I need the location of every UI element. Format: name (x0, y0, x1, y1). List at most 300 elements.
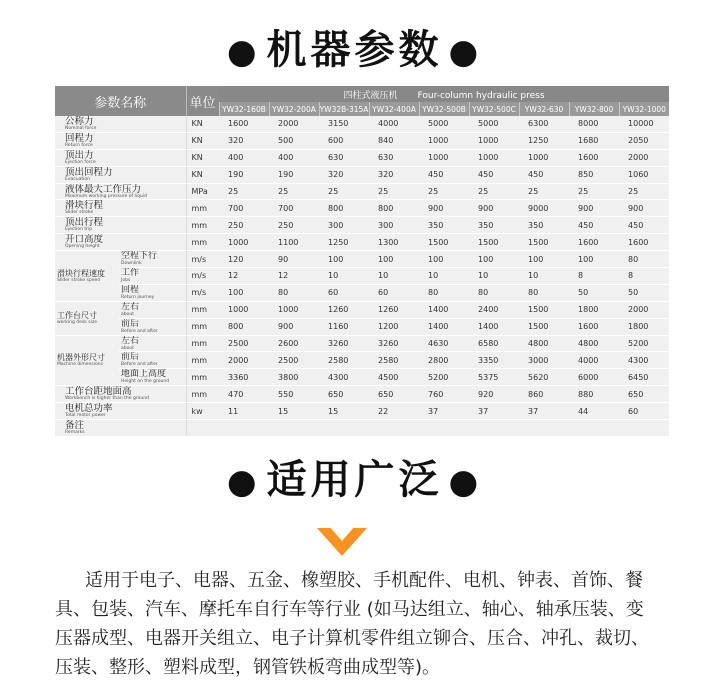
value-cell: 100 (569, 251, 619, 268)
value-cell: 320 (369, 166, 419, 183)
value-cell: 8 (569, 268, 619, 285)
unit-cell: KN (186, 116, 219, 132)
value-cell: 50 (569, 284, 619, 301)
bullet-dot-icon: ● (226, 32, 261, 72)
value-cell: 25 (369, 183, 419, 200)
param-name-cn: 开口高度 (65, 234, 104, 246)
value-cell: 37 (519, 403, 569, 420)
value-cell: 920 (469, 386, 519, 403)
param-group-cn: 工作台尺寸 (57, 311, 97, 321)
param-group-cell (55, 251, 119, 302)
param-name-cell (55, 149, 186, 166)
model-header: YW32-800 (569, 102, 619, 116)
value-cell: 2000 (219, 352, 269, 369)
value-cell: 2580 (369, 352, 419, 369)
param-sub-cell (119, 268, 186, 285)
param-name-en: Total motor power (65, 413, 106, 419)
value-cell: 1500 (469, 234, 519, 251)
value-cell: 1500 (519, 301, 569, 318)
value-cell (269, 420, 319, 437)
value-cell: 4000 (569, 352, 619, 369)
param-sub-cell (119, 352, 186, 369)
value-cell: 1500 (519, 234, 569, 251)
table-row (55, 217, 669, 234)
param-sub-en: Before and after (121, 328, 158, 334)
param-sub-cn: 空程下行 (121, 251, 158, 262)
value-cell: 2000 (619, 149, 669, 166)
param-name-cell (55, 132, 186, 149)
table-row (55, 149, 669, 166)
value-cell: 450 (519, 166, 569, 183)
value-cell: 2400 (469, 301, 519, 318)
param-group-cell (55, 335, 119, 386)
value-cell: 10 (419, 268, 469, 285)
param-name-en: Ejection force (65, 159, 96, 165)
param-sub-en: Jobs (121, 277, 131, 283)
value-cell: 1300 (369, 234, 419, 251)
value-cell: 1600 (569, 149, 619, 166)
table-row (55, 386, 669, 403)
value-cell (369, 420, 419, 437)
param-name-en: Maximum working pressure of liquid (65, 193, 147, 199)
value-cell: 2600 (269, 335, 319, 352)
value-cell: 840 (369, 132, 419, 149)
value-cell: 1000 (519, 149, 569, 166)
value-cell (419, 420, 469, 437)
table-row (55, 234, 669, 251)
param-sub-cell (119, 301, 186, 318)
param-sub-en: Return journey (121, 294, 155, 300)
model-header: YW32-500B (419, 102, 469, 116)
value-cell: 800 (319, 200, 369, 217)
value-cell: 60 (369, 284, 419, 301)
model-header: YW32B-315A (319, 102, 369, 116)
value-cell: 3260 (319, 335, 369, 352)
value-cell: 900 (469, 200, 519, 217)
value-cell: 1260 (369, 301, 419, 318)
bullet-dot-icon: ● (226, 462, 261, 502)
value-cell: 850 (569, 166, 619, 183)
value-cell: 10 (519, 268, 569, 285)
bullet-dot-icon: ● (448, 462, 483, 502)
value-cell: 1260 (319, 301, 369, 318)
value-cell: 37 (469, 403, 519, 420)
value-cell: 190 (219, 166, 269, 183)
value-cell: 80 (269, 284, 319, 301)
param-sub-cn: 前后 (121, 318, 140, 329)
value-cell: 100 (319, 251, 369, 268)
value-cell: 3260 (369, 335, 419, 352)
table-row (55, 369, 669, 386)
value-cell: 4800 (519, 335, 569, 352)
value-cell: 5200 (419, 369, 469, 386)
value-cell: 250 (269, 217, 319, 234)
value-cell: 1600 (569, 234, 619, 251)
param-name-cn: 公称力 (65, 116, 94, 127)
value-cell: 3000 (519, 352, 569, 369)
unit-cell: m/s (186, 251, 219, 268)
value-cell: 12 (219, 268, 269, 285)
unit-cell: m/s (186, 284, 219, 301)
param-name-cell (55, 116, 186, 132)
unit-cell: mm (186, 217, 219, 234)
value-cell: 4630 (419, 335, 469, 352)
value-cell: 100 (219, 284, 269, 301)
value-cell: 4800 (569, 335, 619, 352)
param-name-cn: 备注 (65, 419, 85, 431)
unit-cell: mm (186, 369, 219, 386)
unit-cell: mm (186, 200, 219, 217)
value-cell: 9000 (519, 200, 569, 217)
applications-paragraph: 适用于电子、电器、五金、橡塑胶、手机配件、电机、钟表、首饰、餐具、包装、汽车、摩托车自行车等行业 (如马达组立、轴心、轴承压装、变压器成型、电器开关组立、电子计算机零件组立铆合、压合、冲孔、裁切、压装、整形、塑料成型，钢管铁板弯曲成型等)。 (55, 570, 649, 678)
param-name-cell (55, 403, 186, 420)
value-cell: 5000 (419, 116, 469, 132)
model-header: YW32-630 (519, 102, 569, 116)
value-cell: 2000 (619, 301, 669, 318)
param-sub-en: Height on the ground (121, 379, 170, 385)
value-cell: 15 (269, 403, 319, 420)
value-cell: 1200 (369, 318, 419, 335)
unit-cell: mm (186, 318, 219, 335)
value-cell (219, 420, 269, 437)
value-cell (569, 420, 619, 437)
value-cell: 300 (369, 217, 419, 234)
value-cell: 1400 (419, 301, 469, 318)
param-name-cell (55, 183, 186, 200)
param-name-en: Opening height (65, 244, 100, 250)
table-row (55, 268, 669, 285)
param-group-cn: 机器外形尺寸 (57, 353, 105, 363)
param-sub-cell (119, 251, 186, 268)
table-row (55, 301, 669, 318)
value-cell: 5000 (469, 116, 519, 132)
value-cell: 450 (619, 217, 669, 234)
value-cell: 1800 (569, 301, 619, 318)
value-cell: 1000 (269, 301, 319, 318)
value-cell: 25 (469, 183, 519, 200)
value-cell: 2500 (269, 352, 319, 369)
value-cell: 1000 (419, 149, 469, 166)
value-cell: 630 (369, 149, 419, 166)
value-cell: 60 (319, 284, 369, 301)
param-name-cn: 顶出行程 (65, 217, 104, 229)
value-cell (619, 420, 669, 437)
param-sub-cell (119, 369, 186, 386)
value-cell: 1800 (619, 318, 669, 335)
value-cell: 12 (269, 268, 319, 285)
bullet-dot-icon: ● (448, 32, 483, 72)
value-cell: 650 (619, 386, 669, 403)
table-row (55, 420, 669, 437)
value-cell: 700 (219, 200, 269, 217)
model-header: YW32-200A (269, 102, 319, 116)
param-name-cn: 工作台距地面高 (65, 386, 132, 398)
value-cell: 400 (269, 149, 319, 166)
value-cell: 11 (219, 403, 269, 420)
param-name-cn: 滑块行程 (65, 200, 104, 212)
unit-cell (186, 420, 219, 437)
unit-cell: mm (186, 234, 219, 251)
value-cell: 700 (269, 200, 319, 217)
value-cell: 5620 (519, 369, 569, 386)
value-cell: 320 (319, 166, 369, 183)
value-cell: 450 (419, 166, 469, 183)
table-row (55, 132, 669, 149)
value-cell: 1400 (419, 318, 469, 335)
value-cell (519, 420, 569, 437)
value-cell: 630 (319, 149, 369, 166)
value-cell: 1100 (269, 234, 319, 251)
value-cell: 800 (219, 318, 269, 335)
param-group-en: Machine dimensions (57, 362, 103, 368)
value-cell: 25 (519, 183, 569, 200)
value-cell: 25 (569, 183, 619, 200)
value-cell: 400 (219, 149, 269, 166)
param-sub-en: about (121, 345, 134, 351)
value-cell: 4500 (369, 369, 419, 386)
value-cell: 25 (269, 183, 319, 200)
value-cell: 60 (619, 403, 669, 420)
value-cell (469, 420, 519, 437)
value-cell: 8 (619, 268, 669, 285)
value-cell: 190 (269, 166, 319, 183)
param-name-en: Nominal force (65, 125, 97, 131)
value-cell: 3350 (469, 352, 519, 369)
value-cell: 450 (469, 166, 519, 183)
param-sub-en: Downlink (121, 261, 142, 267)
value-cell: 500 (269, 132, 319, 149)
param-group-cell (55, 301, 119, 335)
param-name-cell (55, 386, 186, 403)
value-cell: 350 (519, 217, 569, 234)
model-header: YW32-400A (369, 102, 419, 116)
table-row (55, 166, 669, 183)
value-cell: 6450 (619, 369, 669, 386)
value-cell: 100 (519, 251, 569, 268)
value-cell: 6580 (469, 335, 519, 352)
value-cell: 1000 (469, 132, 519, 149)
value-cell: 90 (269, 251, 319, 268)
value-cell: 320 (219, 132, 269, 149)
title-text: 适用广泛 (266, 457, 443, 503)
param-sub-en: Before and after (121, 362, 158, 368)
param-sub-cn: 左右 (121, 335, 140, 346)
value-cell: 1250 (519, 132, 569, 149)
value-cell: 80 (519, 284, 569, 301)
value-cell: 1000 (219, 301, 269, 318)
value-cell (319, 420, 369, 437)
value-cell: 450 (569, 217, 619, 234)
param-sub-cn: 前后 (121, 352, 140, 363)
value-cell: 10 (369, 268, 419, 285)
value-cell: 2500 (219, 335, 269, 352)
value-cell: 10000 (619, 116, 669, 132)
value-cell: 350 (419, 217, 469, 234)
param-name-cn: 电机总功率 (65, 403, 113, 415)
value-cell: 1500 (519, 318, 569, 335)
value-cell: 100 (369, 251, 419, 268)
value-cell: 900 (569, 200, 619, 217)
section-title-params (0, 18, 709, 75)
param-sub-cell (119, 335, 186, 352)
unit-cell: MPa (186, 183, 219, 200)
chevron-down-icon-inner (329, 526, 355, 541)
param-sub-cell (119, 284, 186, 301)
value-cell: 15 (319, 403, 369, 420)
value-cell: 550 (269, 386, 319, 403)
value-cell: 900 (619, 200, 669, 217)
value-cell: 25 (619, 183, 669, 200)
table-row (55, 403, 669, 420)
param-sub-cn: 回程 (121, 284, 140, 295)
table-row (55, 251, 669, 268)
model-header: YW32-160B (219, 102, 269, 116)
value-cell: 5375 (469, 369, 519, 386)
value-cell: 80 (619, 251, 669, 268)
value-cell: 1680 (569, 132, 619, 149)
table-row (55, 352, 669, 369)
model-header: YW32-500C (469, 102, 519, 116)
value-cell: 100 (419, 251, 469, 268)
value-cell: 8000 (569, 116, 619, 132)
value-cell: 6300 (519, 116, 569, 132)
value-cell: 6000 (569, 369, 619, 386)
value-cell: 25 (419, 183, 469, 200)
press-type-en: Four-column hydraulic press (417, 90, 545, 101)
value-cell: 25 (319, 183, 369, 200)
value-cell: 1400 (469, 318, 519, 335)
section-title-applications (0, 448, 709, 505)
value-cell: 860 (519, 386, 569, 403)
value-cell: 44 (569, 403, 619, 420)
value-cell: 900 (419, 200, 469, 217)
value-cell: 900 (269, 318, 319, 335)
value-cell: 3150 (319, 116, 369, 132)
unit-cell: mm (186, 386, 219, 403)
param-name-en: Ejection trip (65, 227, 93, 233)
value-cell: 1600 (219, 116, 269, 132)
param-name-en: Slider stroke (65, 210, 94, 216)
value-cell: 250 (219, 217, 269, 234)
value-cell: 1000 (219, 234, 269, 251)
value-cell: 10 (319, 268, 369, 285)
table-row (55, 183, 669, 200)
value-cell: 3800 (269, 369, 319, 386)
value-cell: 1600 (619, 234, 669, 251)
value-cell: 4300 (319, 369, 369, 386)
value-cell: 10 (469, 268, 519, 285)
param-sub-cn: 工作 (121, 267, 140, 278)
value-cell: 1060 (619, 166, 669, 183)
param-group-en: Slider stroke speed (57, 277, 101, 283)
value-cell: 470 (219, 386, 269, 403)
value-cell: 5200 (619, 335, 669, 352)
value-cell: 1250 (319, 234, 369, 251)
unit-cell: kw (186, 403, 219, 420)
table-row (55, 335, 669, 352)
param-sub-cn: 地面上高度 (121, 369, 167, 380)
value-cell: 100 (469, 251, 519, 268)
value-cell: 350 (469, 217, 519, 234)
value-cell: 80 (419, 284, 469, 301)
param-name-cn: 液体最大工作压力 (65, 183, 142, 195)
value-cell: 80 (469, 284, 519, 301)
value-cell: 880 (569, 386, 619, 403)
param-name-cell (55, 217, 186, 234)
header-param-name: 参数名称 (55, 86, 186, 116)
value-cell: 300 (319, 217, 369, 234)
param-name-cn: 顶出力 (65, 149, 94, 161)
table-row (55, 318, 669, 335)
value-cell: 22 (369, 403, 419, 420)
press-type-cn: 四柱式液压机 (343, 90, 398, 101)
param-name-cell (55, 234, 186, 251)
value-cell: 650 (319, 386, 369, 403)
value-cell: 650 (369, 386, 419, 403)
unit-cell: mm (186, 301, 219, 318)
table-row (55, 284, 669, 301)
value-cell: 2050 (619, 132, 669, 149)
value-cell: 4000 (369, 116, 419, 132)
param-name-cell (55, 166, 186, 183)
unit-cell: KN (186, 166, 219, 183)
value-cell: 1160 (319, 318, 369, 335)
title-text: 机器参数 (266, 27, 443, 73)
param-name-cn: 顶出回程力 (65, 166, 113, 178)
value-cell: 3360 (219, 369, 269, 386)
value-cell: 1600 (569, 318, 619, 335)
value-cell: 760 (419, 386, 469, 403)
params-table (55, 86, 669, 437)
value-cell: 50 (619, 284, 669, 301)
unit-cell: KN (186, 149, 219, 166)
param-name-cn: 回程力 (65, 132, 94, 144)
header-press-type (219, 86, 669, 102)
param-name-en: Remarks (65, 429, 85, 435)
value-cell: 120 (219, 251, 269, 268)
param-group-cn: 滑块行程速度 (57, 268, 105, 278)
value-cell: 1000 (469, 149, 519, 166)
param-name-en: Evacuation (65, 176, 90, 182)
value-cell: 4300 (619, 352, 669, 369)
unit-cell: KN (186, 132, 219, 149)
header-unit: 单位 (186, 86, 219, 116)
value-cell: 600 (319, 132, 369, 149)
param-group-en: working desk size (57, 320, 98, 326)
table-row (55, 116, 669, 132)
value-cell: 1500 (419, 234, 469, 251)
param-name-en: Workbench is higher than the ground (65, 396, 149, 402)
unit-cell: mm (186, 352, 219, 369)
value-cell: 37 (419, 403, 469, 420)
table-row (55, 200, 669, 217)
param-name-cell (55, 420, 186, 437)
value-cell: 2000 (269, 116, 319, 132)
param-name-cell (55, 200, 186, 217)
value-cell: 800 (369, 200, 419, 217)
value-cell: 2800 (419, 352, 469, 369)
value-cell: 1000 (419, 132, 469, 149)
param-sub-cell (119, 318, 186, 335)
unit-cell: mm (186, 335, 219, 352)
param-sub-cn: 左右 (121, 301, 140, 312)
param-sub-en: about (121, 311, 134, 317)
param-name-en: Return force (65, 142, 93, 148)
unit-cell: m/s (186, 268, 219, 285)
value-cell: 2580 (319, 352, 369, 369)
value-cell: 25 (219, 183, 269, 200)
model-header: YW32-1000 (619, 102, 669, 116)
